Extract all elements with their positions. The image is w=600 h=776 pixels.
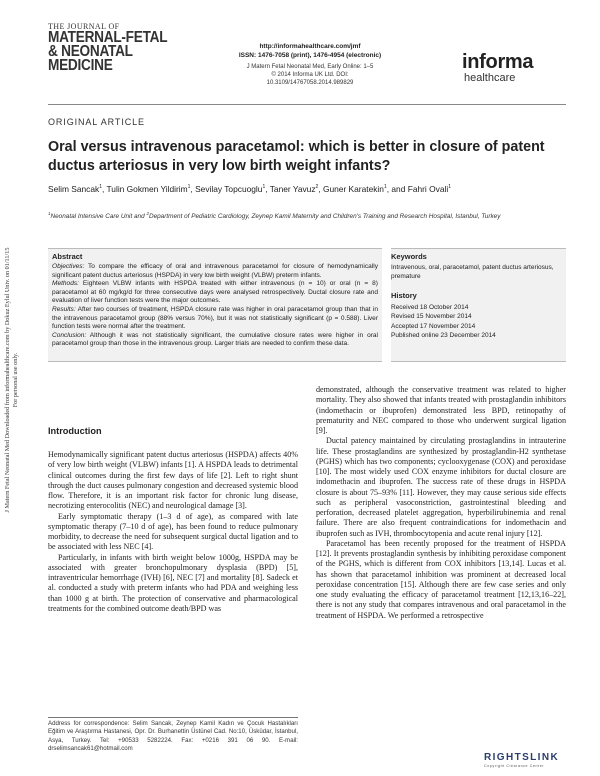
abstract-results: Results: After two courses of treatment, HSPDA closure rate was higher in oral paracetamol group than that in the intravenous paracetamol group (88% versus 70%), but it was not statistically significant (p = 0.588). Liver function tests were normal after the treatment. xyxy=(52,305,378,331)
history-item: Received 18 October 2014 xyxy=(391,304,469,312)
journal-logo-line2: & NEONATAL xyxy=(48,43,133,60)
header-divider xyxy=(48,104,566,105)
keywords-history-box xyxy=(391,248,566,362)
header-metadata xyxy=(230,42,390,87)
publisher-sub: healthcare xyxy=(464,72,516,84)
paragraph: Paracetamol has been recently proposed for the treatment of HSPDA [12]. It prevents prostaglandin synthesis by inhibiting peroxidase component of the PGHS, which is different from COX inhibitors [13,14]. Lucas et al. has shown that paracetamol inhibition was prominent at decreased local peroxidase concentration [15]. Although there are few case series and only one study evaluating the efficacy of paracetamol treatment [12,13,16–22], there is not any study that compares intravenous and oral paracetamol in the treatment of HSPDA. We performed a retrospective xyxy=(316,538,566,620)
history-item: Published online 23 December 2014 xyxy=(391,332,496,340)
abstract-conclusion: Conclusion: Although it was not statistically significant, the cumulative closure rates were higher in oral paracetamol group than those in the intravenous group. Larger trials are needed to confirm these data. xyxy=(52,331,378,348)
abstract-box xyxy=(48,248,382,362)
publisher-name: informa xyxy=(462,51,534,73)
author: Guner Karatekin$^1$, and xyxy=(322,184,408,194)
paragraph: Early symptomatic therapy (1–3 d of age), as compared with late symptomatic therapy (7–10 d of age), has been found to reduce pulmonary morbidity, to decrease the need for subsequent surgical ductal ligation and to be associated with less NEC [4]. xyxy=(48,511,298,552)
article-title: Oral versus intravenous paracetamol: which is better in closure of patent ductus arteriosus in very low birth weight infants? xyxy=(48,139,545,174)
article-type: ORIGINAL ARTICLE xyxy=(48,117,145,127)
paragraph: Hemodynamically significant patent ductus arteriosus (HSPDA) affects 40% of very low birth weight (VLBW) infants [1]. A HSPDA leads to detrimental clinical outcomes during the first few days of life [2]. Left to right shunt through the duct causes pulmonary congestion and decreased systemic blood flow. Therefore, it is an important risk factor for chronic lung disease, necrotizing enterocolitis (NEC) and neurological damage [3]. xyxy=(48,450,298,511)
affiliation: $^1$Neonatal Intensive Care Unit and $^2$Department of Pediatric Cardiology, Zeynep Kamil Maternity and Children's Training and Research Hospital, Istanbul, Turkey xyxy=(48,211,501,221)
citation-line2: © 2014 Informa UK Ltd. DOI: 10.3109/14767058.2014.989829 xyxy=(266,72,354,86)
download-notice-line2: For personal use only. xyxy=(12,352,19,408)
rightslink-logo[interactable] xyxy=(484,752,574,768)
journal-logo xyxy=(48,22,198,73)
author: Tulin Gokmen Yildirim$^1$, xyxy=(106,184,196,194)
history-item: Accepted 17 November 2014 xyxy=(391,322,476,330)
abstract-heading: Abstract xyxy=(52,252,83,261)
history-item: Revised 15 November 2014 xyxy=(391,313,472,321)
history-heading: History xyxy=(391,291,417,301)
paragraph: Particularly, in infants with birth weight below 1000g, HSPDA may be associated with greater bronchopulmonary dysplasia (BPD) [5], intraventricular hemorrhage (IVH) [6], NEC [7] and mortality [8]. Sadeck et al. conducted a study with preterm infants who had PDA and weighing less than 1000 g at birth. The protection of conservative and pharmacological treatments for the combined outcome death/BPD was xyxy=(48,552,298,613)
author: Taner Yavuz$^2$, xyxy=(269,184,323,194)
author: Selim Sancak$^1$, xyxy=(48,184,107,194)
body-column-left xyxy=(48,450,298,614)
keywords-text: Intravenous, oral, paracetamol, patent ductus arteriosus, premature xyxy=(391,264,554,280)
journal-url[interactable]: http://informahealthcare.com/jmf xyxy=(259,43,361,50)
download-notice-line1: J Matern Fetal Neonatal Med Downloaded from informahealthcare.com by Dokuz Eylul Univ. on 01/11/15 xyxy=(4,247,11,513)
introduction-heading: Introduction xyxy=(48,426,102,436)
author-list xyxy=(48,184,568,194)
abstract-objectives: Objectives: To compare the efficacy of oral and intravenous paracetamol for closure of hemodynamically significant patent ductus arteriosus (HSPDA) in very low birth weight (VLBW) preterm infants. xyxy=(52,263,378,279)
footnote-divider xyxy=(48,717,298,718)
keywords-heading: Keywords xyxy=(391,252,427,261)
issn: ISSN: 1476-7058 (print), 1476-4954 (electronic) xyxy=(238,52,382,59)
publisher-logo xyxy=(462,52,562,85)
body-column-right xyxy=(316,385,566,621)
journal-logo-the: THE JOURNAL OF xyxy=(48,22,120,31)
journal-logo-line3: MEDICINE xyxy=(48,57,113,74)
author: Fahri Ovali$^1$ xyxy=(407,184,451,194)
author: Sevilay Topcuoglu$^1$, xyxy=(195,184,270,194)
rightslink-text: RIGHTSLINK xyxy=(484,752,560,763)
download-notice xyxy=(4,150,24,610)
paragraph: demonstrated, although the conservative treatment was related to higher mortality. They also showed that infants treated with prostaglandin inhibitors (indomethacin or ibuprofen) demonstrated less BPD, retinopathy of prematurity and NEC compared to those who underwent surgical ligation [9]. xyxy=(316,385,566,435)
paragraph: Ductal patency maintained by circulating prostaglandins in intrauterine life. These prostaglandins are synthesized by prostaglandin-H2 synthetase (PGHS) which has two components; cyclooxygenase (COX) and peroxidase [10]. The most widely used COX enzyme inhibitors for ductal closure are indomethacin and ibuprofen. The success rate of these drugs in HSPDA closure is about 75–93% [11]. However, they may cause serious side effects such as peripheral vasoconstriction, gastrointestinal bleeding and perforation, decreased platelet aggregation, hyperbilirubinemia and renal failure. There are also frequent contraindications for indomethacin and ibuprofen such as IVH, thrombocytopenia and acute renal injury [12]. xyxy=(316,436,566,538)
abstract-methods: Methods: Eighteen VLBW infants with HSPDA treated with either intravenous (n = 10) or oral (n = 8) paracetamol at 60 mg/kg/d for three consecutive days were analysed retrospectively. Ductal closure rate and evaluation of liver function tests were the major outcomes. xyxy=(52,280,378,305)
rightslink-sub: Copyright Clearance Center xyxy=(484,764,545,768)
journal-logo-line1: MATERNAL-FETAL xyxy=(48,29,168,46)
correspondence-footnote: Address for correspondence: Selim Sancak, Zeynep Kamil Kadın ve Çocuk Hastalıkları Eğitim ve Araştırma Hastanesi, Opr. Dr. Burhanettin Üstünel Cad. No:10, Üsküdar, İstanbul, Asya, Turkey. Tel: +90533 5282224. Fax: +0216 391 06 90. E-mail: drselimsancak61@hotmail.com xyxy=(48,720,298,752)
citation-line1: J Matern Fetal Neonatal Med, Early Online: 1–5 xyxy=(246,64,374,70)
